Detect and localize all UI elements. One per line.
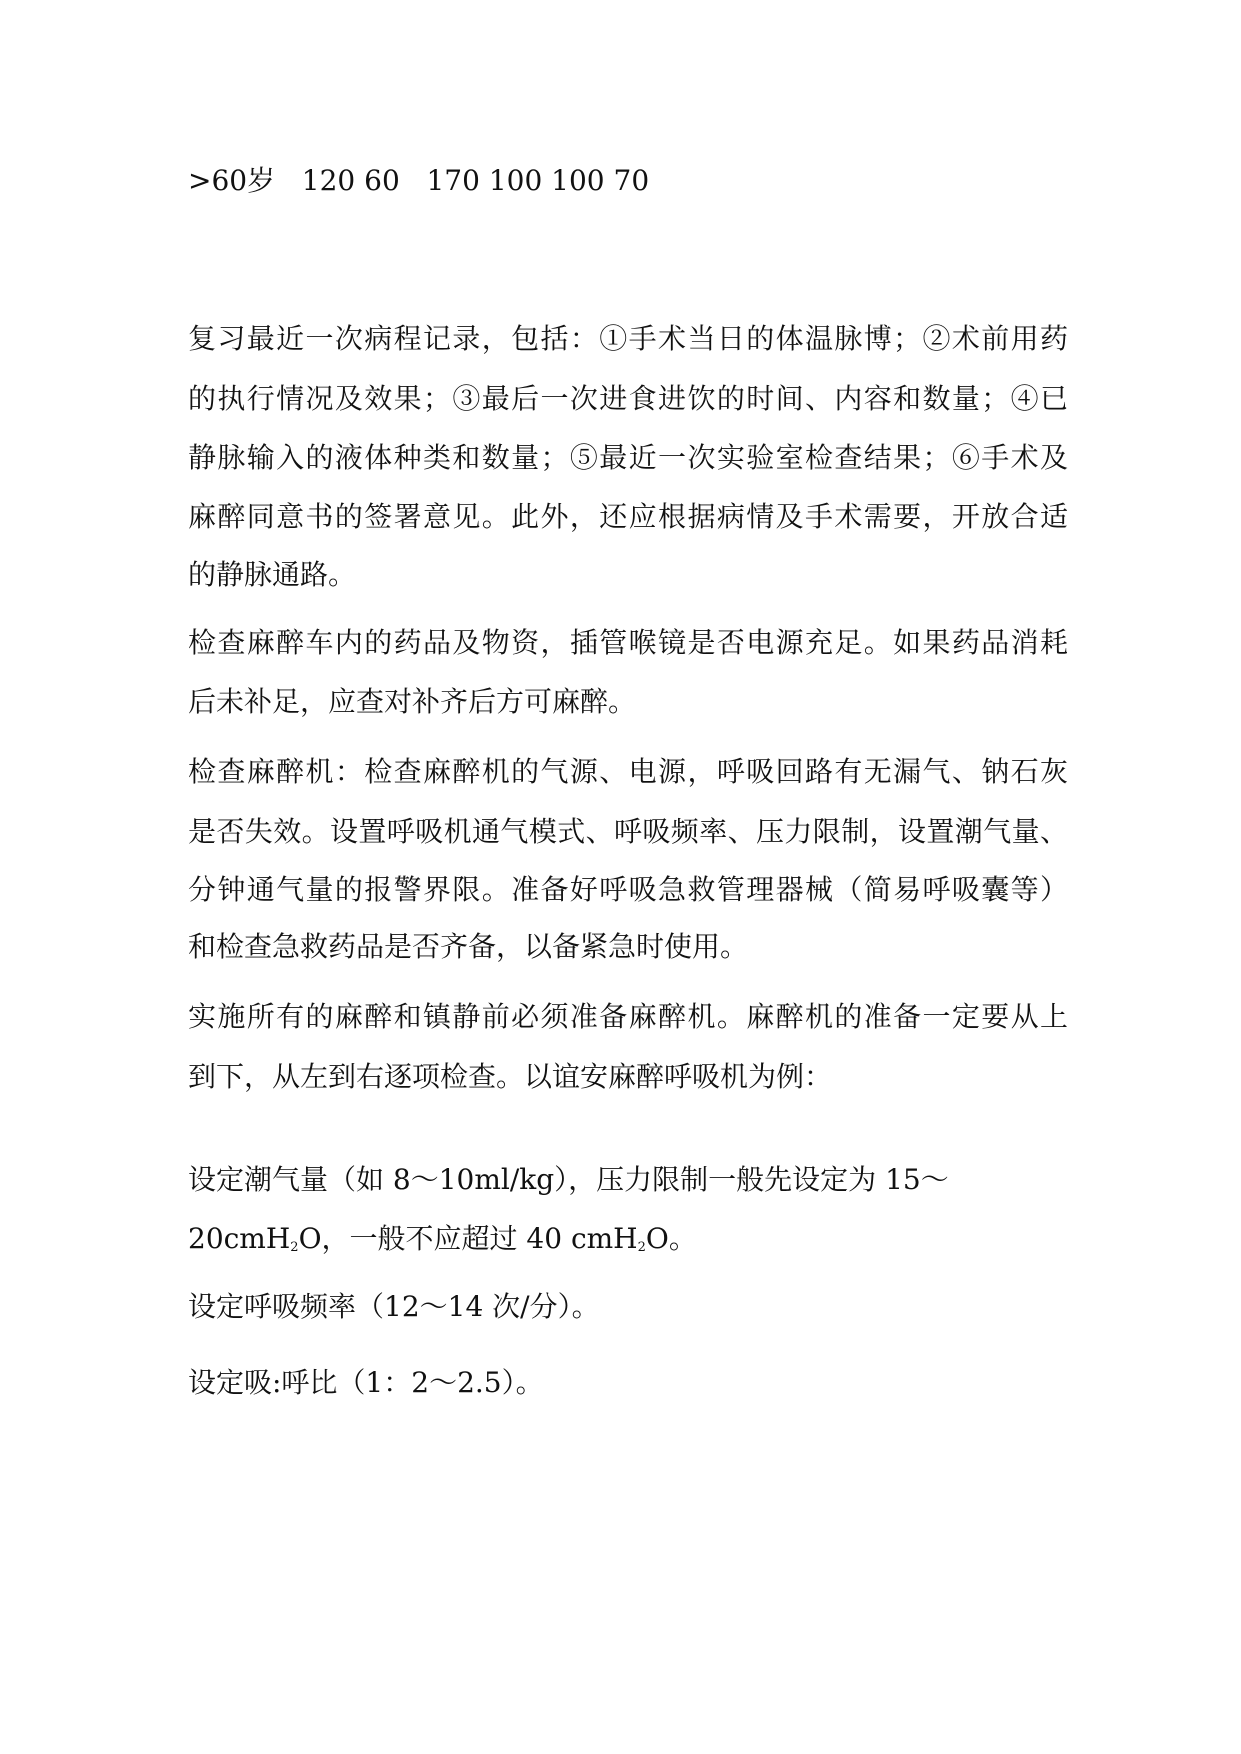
para1-line: 麻醉同意书的签署意见。此外，还应根据病情及手术需要，开放合适 — [188, 500, 1068, 533]
age-label: >60岁 — [188, 164, 276, 197]
para1-line: 的静脉通路。 — [188, 558, 357, 591]
pressure-max-text: O，一般不应超过 40 cmH — [298, 1222, 638, 1255]
para3-line: 是否失效。设置呼吸机通气模式、呼吸频率、压力限制，设置潮气量、 — [188, 815, 1068, 848]
para1-line: 的执行情况及效果；③最后一次进食进饮的时间、内容和数量；④已 — [188, 382, 1068, 415]
para3-line: 和检查急救药品是否齐备，以备紧急时使用。 — [188, 930, 749, 963]
tidal-volume-line2 — [188, 1222, 1068, 1265]
para3-line: 检查麻醉机：检查麻醉机的气源、电源，呼吸回路有无漏气、钠石灰 — [188, 755, 1068, 788]
para4-line: 到下，从左到右逐项检查。以谊安麻醉呼吸机为例： — [188, 1060, 833, 1093]
tidal-volume-line1: 设定潮气量（如 8～10ml/kg），压力限制一般先设定为 15～ — [188, 1163, 949, 1196]
age-values: 120 60 170 100 100 70 — [301, 164, 650, 197]
ie-ratio-line: 设定吸:呼比（1：2～2.5）。 — [188, 1366, 544, 1399]
para1-line: 静脉输入的液体种类和数量；⑤最近一次实验室检查结果；⑥手术及 — [188, 441, 1068, 474]
subscript-2: 2 — [637, 1240, 646, 1255]
para3-line: 分钟通气量的报警界限。准备好呼吸急救管理器械（简易呼吸囊等） — [188, 873, 1068, 906]
pressure-end: O。 — [645, 1222, 697, 1255]
para4-line: 实施所有的麻醉和镇静前必须准备麻醉机。麻醉机的准备一定要从上 — [188, 1000, 1068, 1033]
pressure-min: 20cmH — [188, 1222, 291, 1255]
respiratory-rate-line: 设定呼吸频率（12～14 次/分）。 — [188, 1290, 600, 1323]
para2-line: 检查麻醉车内的药品及物资，插管喉镜是否电源充足。如果药品消耗 — [188, 626, 1068, 659]
para1-line: 复习最近一次病程记录，包括：①手术当日的体温脉博；②术前用药 — [188, 322, 1068, 355]
para2-line: 后未补足，应查对补齐后方可麻醉。 — [188, 685, 637, 718]
age-row — [188, 164, 1068, 198]
subscript-2: 2 — [290, 1240, 299, 1255]
